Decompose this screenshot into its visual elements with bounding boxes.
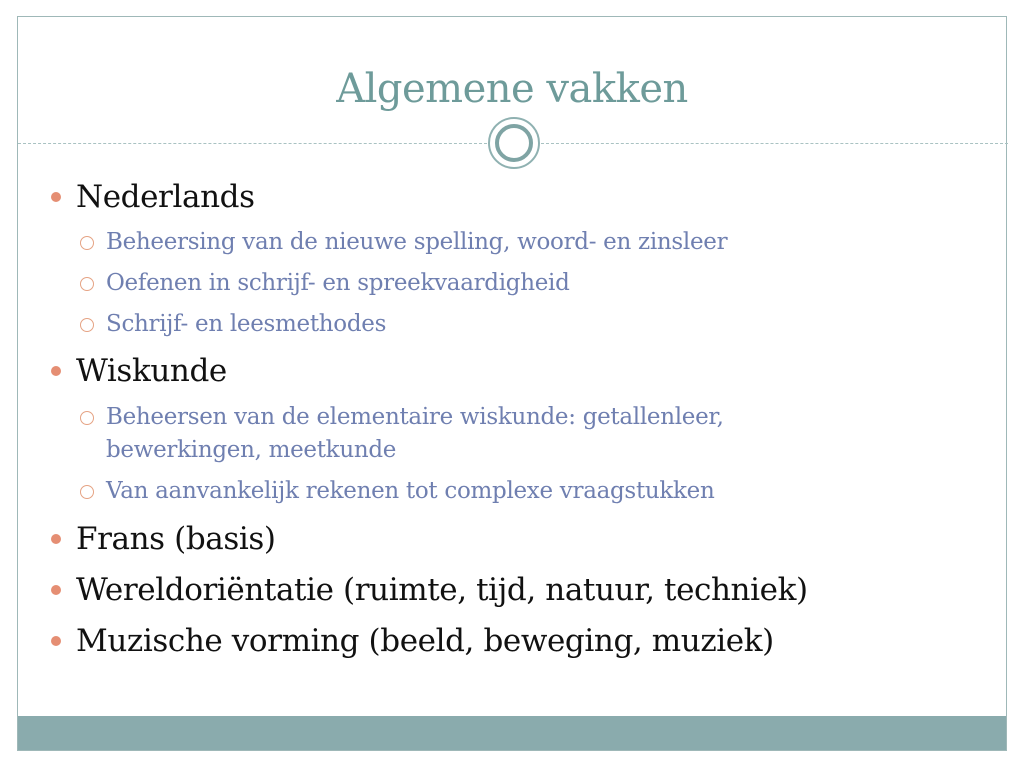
sub-list-item-text: Oefenen in schrijf- en spreekvaardigheid <box>106 270 570 296</box>
list-item-text: Wereldoriëntatie (ruimte, tijd, natuur, techniek) <box>76 572 808 608</box>
list-item-text: Frans (basis) <box>76 521 276 557</box>
bullet-dot-icon <box>51 192 61 202</box>
list-item-text: Muzische vorming (beeld, beweging, muziek) <box>76 623 774 659</box>
bullet-dot-icon <box>51 534 61 544</box>
bullet-dot-icon <box>51 366 61 376</box>
sub-list-item <box>106 401 886 467</box>
sub-list-item-text: Beheersing van de nieuwe spelling, woord- en zinsleer <box>106 229 728 255</box>
list-item-text: Wiskunde <box>76 353 227 389</box>
list-item <box>76 623 774 659</box>
list-item <box>76 353 227 389</box>
sub-list-item-text: Beheersen van de elementaire wiskunde: getallenleer, bewerkingen, meetkunde <box>106 404 724 463</box>
bullet-ring-icon <box>80 318 94 332</box>
bullet-ring-icon <box>80 277 94 291</box>
bullet-list <box>18 17 1006 750</box>
sub-list-item-text: Van aanvankelijk rekenen tot complexe vraagstukken <box>106 478 715 504</box>
slide <box>17 16 1007 751</box>
bullet-ring-icon <box>80 485 94 499</box>
list-item-text: Nederlands <box>76 179 255 215</box>
list-item <box>76 572 808 608</box>
bullet-ring-icon <box>80 236 94 250</box>
sub-list-item-text: Schrijf- en leesmethodes <box>106 311 387 337</box>
sub-list-item <box>106 226 886 259</box>
list-item <box>76 521 276 557</box>
footer-bar <box>18 716 1006 750</box>
bullet-dot-icon <box>51 636 61 646</box>
slide-title: Algemene vakken <box>336 66 688 112</box>
bullet-dot-icon <box>51 585 61 595</box>
list-item <box>76 179 255 215</box>
sub-list-item <box>106 267 886 300</box>
bullet-ring-icon <box>80 411 94 425</box>
sub-list-item <box>106 475 886 508</box>
sub-list-item <box>106 308 886 341</box>
